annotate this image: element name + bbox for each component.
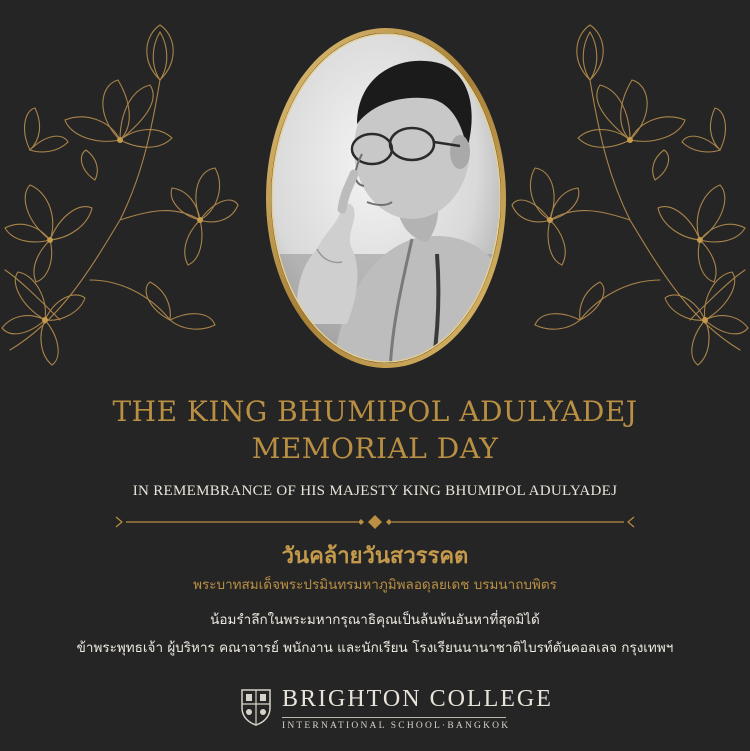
thai-heading: วันคล้ายวันสวรรคต [281, 544, 469, 569]
thai-tribute-line1: น้อมรำลึกในพระมหากรุณาธิคุณเป็นล้นพ้นอันหาที่สุดมิได้ [210, 612, 540, 628]
thai-royal-name: พระบาทสมเด็จพระปรมินทรมหาภูมิพลอดุลยเดช บรมนาถบพิตร [193, 577, 557, 593]
king-portrait [262, 24, 510, 372]
memorial-subtitle: IN REMEMBRANCE OF HIS MAJESTY KING BHUMIPOL ADULYADEJ [132, 483, 618, 499]
memorial-title-line1: THE KING BHUMIPOL ADULYADEJ [112, 395, 638, 428]
brighton-college-logo [240, 686, 553, 732]
brand-divider [282, 717, 506, 718]
floral-right-icon [510, 20, 750, 380]
ornamental-divider [112, 512, 638, 532]
thai-tribute-line2: ข้าพระพุทธเจ้า ผู้บริหาร คณาจารย์ พนักงาน และนักเรียน โรงเรียนนานาชาติไบรท์ตันคอลเลจ กรุงเทพฯ [76, 640, 674, 656]
memorial-title-line2: MEMORIAL DAY [251, 432, 499, 465]
crest-icon [240, 688, 272, 726]
brand-tagline: INTERNATIONAL SCHOOL·BANGKOK [282, 721, 511, 731]
brand-name: BRIGHTON COLLEGE [282, 686, 553, 712]
floral-left-icon [0, 20, 240, 380]
